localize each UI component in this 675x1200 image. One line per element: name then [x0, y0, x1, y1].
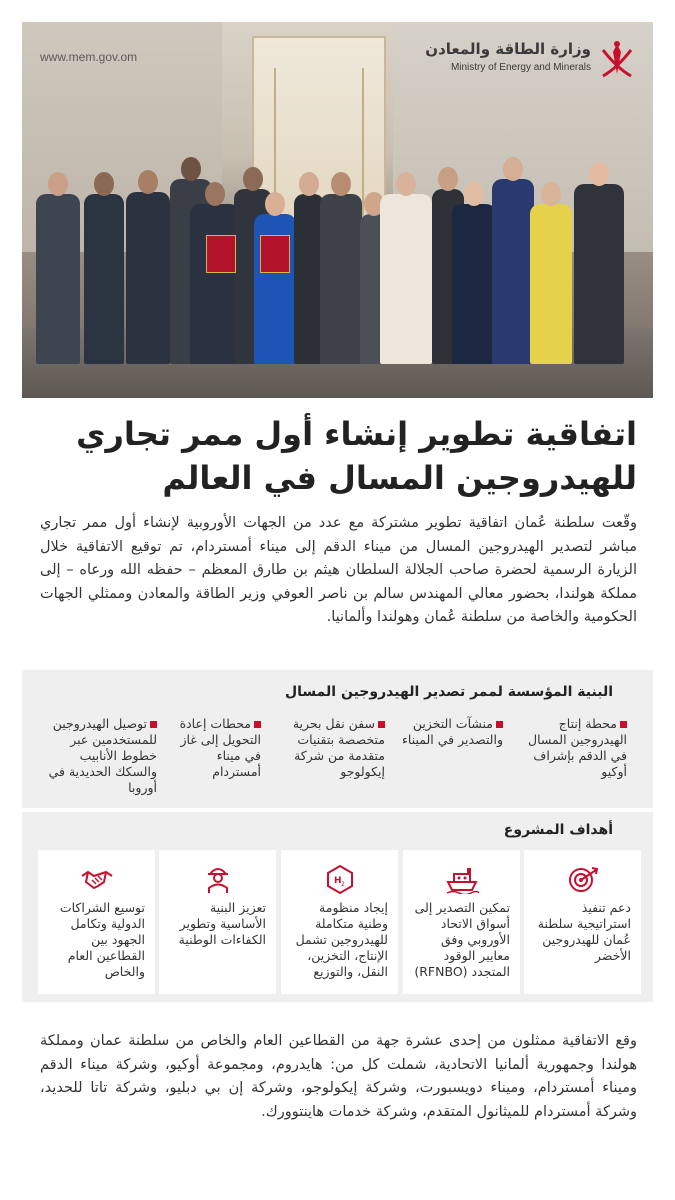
goals-section: [22, 812, 653, 1002]
intro-paragraph: وقّعت سلطنة عُمان اتفاقية تطوير مشتركة مع عدد من الجهات الأوروبية لإنشاء أول ممر تجاري مباشر لتصدير الهيدروجين المسال من ميناء الدقم إلى ميناء أمستردام، تم توقيع الاتفاقية خلال الزيارة الرسمية لحضرة صاحب الجلالة السلطان هيثم بن طارق المعظم – حفظه الله ورعاه – إلى مملكة هولندا، بحضور معالي المهندس سالم بن ناصر العوفي وزير الطاقة والمعادن وممثلي الجهات الحكومية والخاصة من سلطنة عُمان وهولندا وألمانيا.: [40, 515, 637, 625]
infrastructure-item: محطات إعادة التحويل إلى غاز في ميناء أمستردام: [179, 716, 261, 779]
page-title: [40, 412, 637, 500]
goal-text: دعم تنفيذ استراتيجية سلطنة عُمان للهيدروجين الأخضر: [537, 900, 631, 963]
website-url: www.mem.gov.om: [40, 50, 138, 64]
infrastructure-item: توصيل الهيدروجين للمستخدمين عبر خطوط الأنابيب والسكك الحديدية في أوروبا: [48, 716, 157, 795]
bullet-icon: [496, 721, 503, 728]
h2-icon: [323, 864, 357, 894]
goal-text: تمكين التصدير إلى أسواق الاتحاد الأوروبي وفق معايير الوقود المتجدد (RFNBO): [414, 900, 510, 979]
target-icon: [566, 864, 600, 894]
ministry-name-en: Ministry of Energy and Minerals: [450, 62, 591, 73]
goal-card: [159, 850, 276, 994]
ship-icon: [445, 864, 479, 894]
title-line-1: اتفاقية تطوير إنشاء أول ممر تجاري: [76, 415, 637, 453]
bullet-icon: [620, 721, 627, 728]
infrastructure-section: [22, 670, 653, 808]
infrastructure-item: محطة إنتاج الهيدروجين المسال في الدقم بإشراف أوكيو: [528, 716, 627, 779]
goals-title: أهداف المشروع: [503, 822, 613, 838]
infrastructure-title: البنية المؤسسة لممر تصدير الهيدروجين المسال: [285, 684, 613, 700]
goal-card: [38, 850, 155, 994]
bullet-icon: [378, 721, 385, 728]
ministry-logo: [425, 38, 637, 82]
closing-paragraph: وقع الاتفاقية ممثلون من إحدى عشرة جهة من القطاعين العام والخاص من سلطنة عمان ومملكة هولندا وجمهورية ألمانيا الاتحادية، شملت كل من: هايدروم، ومجموعة أوكيو، وشركة ميناء الدقم وميناء أمستردام، وميناء دويسبورت، وشركة إيكولوجو، وشركة إن بي دبليو، وشركة تاتا للحديد، وشركة أمستردام للميثانول المتقدم، وشركة خدمات هاينتوورك.: [40, 1033, 637, 1120]
infrastructure-item: سفن نقل بحرية متخصصة بتقنيات متقدمة من شركة إيكولوجو: [292, 716, 385, 779]
goal-card: [524, 850, 641, 994]
goal-card: [281, 850, 398, 994]
infrastructure-item: منشآت التخزين والتصدير في الميناء: [402, 716, 503, 747]
svg-text:2: 2: [340, 881, 345, 888]
handshake-icon: [80, 864, 114, 894]
ministry-name-ar: وزارة الطاقة والمعادن: [425, 40, 591, 58]
worker-icon: [201, 864, 235, 894]
goal-text: تعزيز البنية الأساسية وتطوير الكفاءات الوطنية: [178, 900, 266, 947]
bullet-icon: [150, 721, 157, 728]
title-line-2: للهيدروجين المسال في العالم: [162, 459, 637, 497]
svg-text:H: H: [333, 876, 342, 886]
goal-text: توسيع الشراكات الدولية وتكامل الجهود بين القطاعين العام والخاص: [59, 900, 145, 979]
oman-emblem-icon: [597, 38, 637, 82]
bullet-icon: [254, 721, 261, 728]
goal-card: [403, 850, 520, 994]
goal-text: إيجاد منظومة وطنية متكاملة للهيدروجين تشمل الإنتاج، التخزين، النقل، والتوزيع: [295, 900, 388, 979]
